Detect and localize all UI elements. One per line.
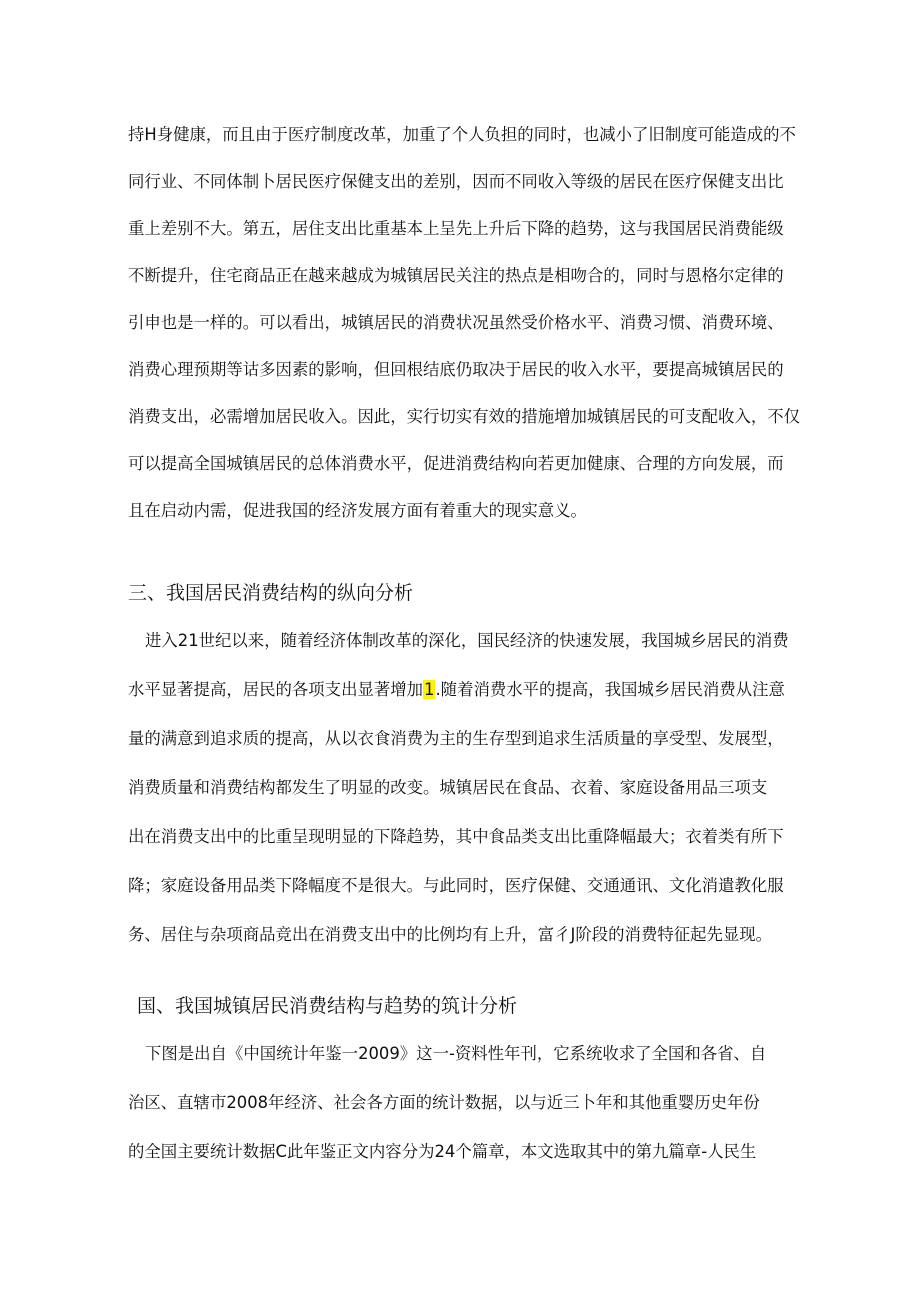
paragraph-text: .随着消费水平的提高，我国城乡居民消费从注意: [435, 680, 785, 699]
paragraph-line: 治区、直辖市2008年经济、社会各方面的统计数据，以与近三卜年和其他重婴历史年份: [128, 1093, 760, 1112]
paragraph-line: 可以提高全国城镇居民的总体消费水平，促进消费结构向若更加健康、合理的方向发展，而: [128, 454, 784, 473]
paragraph-line: 出在消费支出中的比重呈现明显的下降趋势，其中食品类支出比重降幅最大；衣着类有所下: [128, 827, 784, 846]
paragraph-line: 消费支出，必需增加居民收入。因此，实行切实有效的措施增加城镇居民的可支配收入，不仅: [128, 407, 801, 426]
paragraph-line: 持H身健康，而且由于医疗制度改革，加重了个人负担的同时，也减小了旧制度可能造成的不: [128, 125, 796, 144]
paragraph-line: 降；家庭设备用品类下降幅度不是很大。与此同时，医疗保健、交通通讯、文化消遣教化服: [128, 876, 784, 895]
paragraph-line: 下图是出自《中国统计年鉴一2009》这一-资料性年刊，它系统收求了全国和各省、自: [145, 1044, 767, 1063]
footnote-marker: 1: [424, 680, 435, 699]
paragraph-line: 不断提升，住宅商品正在越来越成为城镇居民关注的热点是相吻合的，同时与恩格尔定律的: [128, 266, 784, 285]
paragraph-line: 进入21世纪以来，随着经济体制改革的深化，国民经济的快速发展，我国城乡居民的消费: [145, 631, 789, 650]
paragraph-line: 量的满意到追求质的提高，从以衣食消费为主的生存型到追求生活质量的享受型、发展型，: [128, 729, 784, 748]
section-heading: 三、我国居民消费结构的纵向分析: [128, 582, 414, 604]
paragraph-line: 务、居住与杂项商品竞出在消费支出中的比例均有上升，富彳J阶段的消费特征起先显现。: [128, 925, 773, 944]
paragraph-line: 消费质量和消费结构都发生了明显的改变。城镇居民在食品、衣着、家庭设备用品三项支: [128, 778, 768, 797]
paragraph-line: 且在启动内需，促进我国的经济发展方面有着重大的现实意义。: [128, 501, 587, 520]
paragraph-line: 同行业、不同体制卜居民医疗保健支出的差别，因而不同收入等级的居民在医疗保健支出比: [128, 172, 784, 191]
paragraph-line: [128, 679, 808, 701]
paragraph-line: 重上差别不大。第五，居住支出比重基本上呈先上升后下降的趋势，这与我国居民消费能级: [128, 219, 784, 238]
paragraph-line: 引申也是一样的。可以看出，城镇居民的消费状况虽然受价格水平、消费习惯、消费环境、: [128, 313, 784, 332]
paragraph-line: 消费心理预期等诂多因素的影响，但回根结底仍取决于居民的收入水平，要提高城镇居民的: [128, 360, 784, 379]
paragraph-line: 的全国主要统计数据C此年鉴正文内容分为24个篇章，本文选取其中的第九篇章-人民生: [128, 1142, 757, 1161]
paragraph-text: 水平显著提高，居民的各项支出显著增加: [128, 680, 424, 699]
section-heading: 国、我国城镇居民消费结构与趋势的筑计分析: [137, 995, 518, 1017]
